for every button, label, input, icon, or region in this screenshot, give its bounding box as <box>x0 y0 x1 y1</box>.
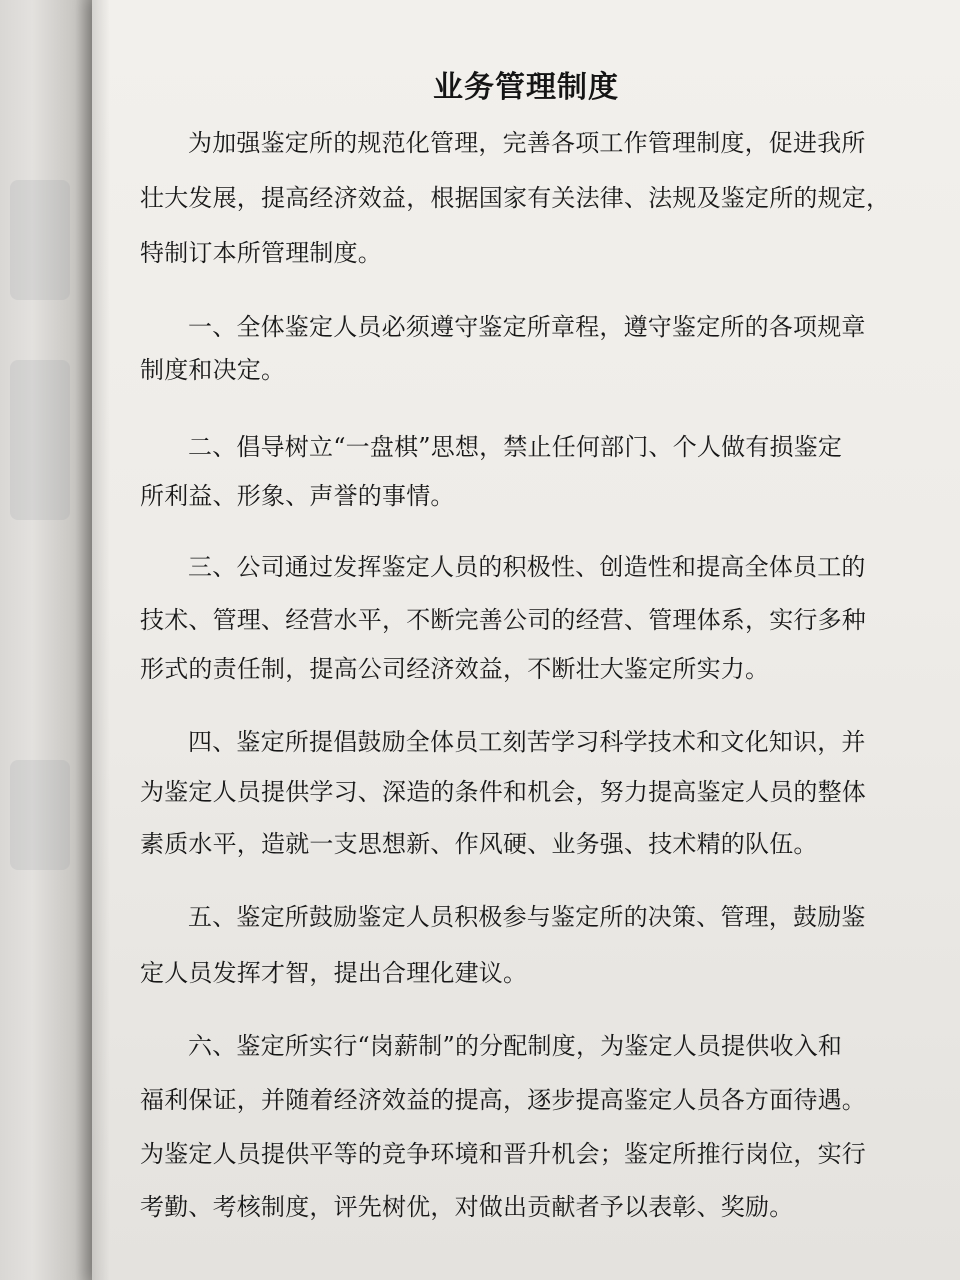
item-line: 四、鉴定所提倡鼓励全体员工刻苦学习科学技术和文化知识，并 <box>188 728 866 756</box>
edge-shadow-mark <box>10 760 70 870</box>
item-line: 技术、管理、经营水平，不断完善公司的经营、管理体系，实行多种 <box>140 606 866 634</box>
item-line: 素质水平，造就一支思想新、作风硬、业务强、技术精的队伍。 <box>140 830 818 858</box>
item-line: 福利保证，并随着经济效益的提高，逐步提高鉴定人员各方面待遇。 <box>140 1086 866 1114</box>
intro-line: 壮大发展，提高经济效益，根据国家有关法律、法规及鉴定所的规定， <box>140 184 891 212</box>
item-line: 为鉴定人员提供学习、深造的条件和机会，努力提高鉴定人员的整体 <box>140 778 866 806</box>
document-title: 业务管理制度 <box>433 70 619 105</box>
intro-line: 为加强鉴定所的规范化管理，完善各项工作管理制度，促进我所 <box>188 129 866 157</box>
book-edge <box>0 0 92 1280</box>
item-line: 一、全体鉴定人员必须遵守鉴定所章程，遵守鉴定所的各项规章 <box>188 313 866 341</box>
item-line: 定人员发挥才智，提出合理化建议。 <box>140 959 528 987</box>
edge-shadow-mark <box>10 360 70 520</box>
item-line: 制度和决定。 <box>140 356 286 384</box>
edge-shadow-mark <box>10 180 70 300</box>
item-line: 六、鉴定所实行“岗薪制”的分配制度，为鉴定人员提供收入和 <box>188 1032 843 1060</box>
item-line: 所利益、形象、声誉的事情。 <box>140 482 455 510</box>
item-line: 五、鉴定所鼓励鉴定人员积极参与鉴定所的决策、管理，鼓励鉴 <box>188 903 866 931</box>
item-line: 二、倡导树立“一盘棋”思想，禁止任何部门、个人做有损鉴定 <box>188 433 843 461</box>
item-line: 为鉴定人员提供平等的竞争环境和晋升机会；鉴定所推行岗位，实行 <box>140 1140 866 1168</box>
item-line: 考勤、考核制度，评先树优，对做出贡献者予以表彰、奖励。 <box>140 1193 794 1221</box>
item-line: 三、公司通过发挥鉴定人员的积极性、创造性和提高全体员工的 <box>188 553 866 581</box>
document-page <box>92 0 960 1280</box>
item-line: 形式的责任制，提高公司经济效益，不断壮大鉴定所实力。 <box>140 655 770 683</box>
intro-line: 特制订本所管理制度。 <box>140 239 382 267</box>
